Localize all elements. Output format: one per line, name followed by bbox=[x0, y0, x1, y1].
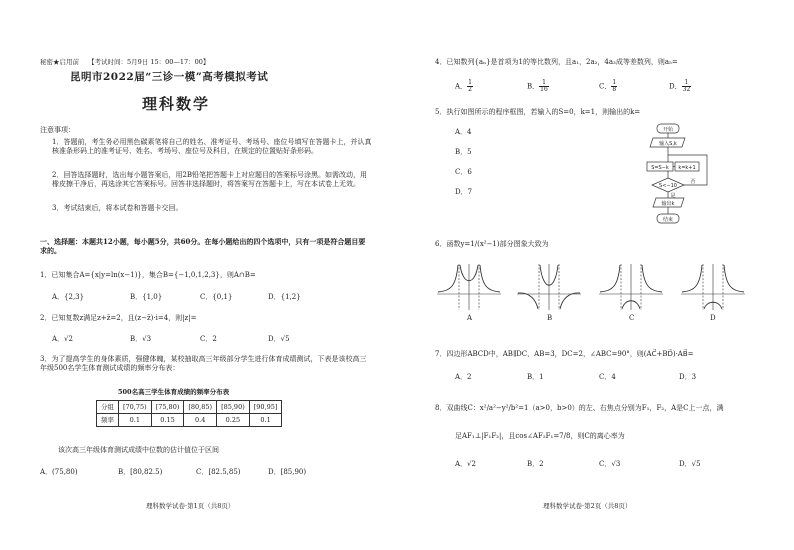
q1-option-c: C．{0,1} bbox=[200, 293, 233, 301]
table-cell: [80,85) bbox=[184, 401, 217, 414]
q3-option-d: D．[85,90) bbox=[268, 468, 307, 476]
table-cell: 分组 bbox=[97, 401, 119, 414]
q4-stem: 4．已知数列{aₙ}是首项为1的等比数列，且a₁，2a₂，4a₃成等差数列，则a₅= bbox=[435, 58, 678, 66]
table-row bbox=[97, 414, 282, 427]
flow-text: 开始 bbox=[662, 127, 674, 133]
flow-text: 结束 bbox=[662, 217, 674, 223]
flowchart bbox=[627, 122, 717, 232]
curve bbox=[642, 265, 662, 292]
q3-option-c: C．[82.5,85) bbox=[196, 468, 241, 476]
q8-option-a: A．√2 bbox=[455, 460, 476, 468]
q3-option-b: B．[80,82.5) bbox=[118, 468, 163, 476]
curve bbox=[560, 293, 580, 309]
graph-option-a bbox=[435, 262, 503, 312]
fraction-numerator: 1 bbox=[539, 80, 549, 87]
table-cell: 0.15 bbox=[151, 414, 184, 427]
fraction bbox=[611, 80, 617, 93]
q1-option-d: D．{1,2} bbox=[268, 293, 301, 301]
q4-option-b bbox=[527, 80, 549, 93]
q5-option-a: A．4 bbox=[455, 128, 472, 136]
q7-option-b: B．1 bbox=[527, 373, 544, 381]
fraction-denominator: 32 bbox=[682, 86, 691, 93]
q7-option-c: C．4 bbox=[599, 373, 616, 381]
q1-stem: 1．已知集合A={x|y=ln(x−1)}，集合B={−1,0,1,2,3}，则A∩B= bbox=[40, 271, 256, 279]
page-footer: 理科数学试卷·第1页（共8页） bbox=[146, 502, 235, 510]
q8-stem-line2: 足AF₁⊥|F₁F₂|，且cos∠AF₂F₁=7/8，则C的离心率为 bbox=[455, 432, 625, 440]
table-cell: 0.25 bbox=[217, 414, 250, 427]
notice-3: 3．考试结束后，将本试卷和答题卡交回。 bbox=[52, 204, 183, 212]
q6-label-c: C bbox=[629, 314, 635, 322]
q4-option-label: A． bbox=[455, 82, 468, 91]
table-cell: [85,90) bbox=[217, 401, 250, 414]
exam-page-2 bbox=[397, 0, 794, 550]
secret-label: 秘密★启用前 bbox=[40, 58, 79, 66]
q2-option-b: B．√3 bbox=[130, 335, 152, 343]
curve bbox=[438, 265, 458, 292]
q2-stem: 2．已知复数z满足z+z̄=2，且(z−z̄)·i=4，则|z|= bbox=[40, 314, 197, 322]
table-cell: 频率 bbox=[97, 414, 119, 427]
table-header-row bbox=[97, 401, 282, 414]
graph-option-d bbox=[679, 262, 747, 312]
page-footer: 理科数学试卷·第2页（共8页） bbox=[543, 502, 632, 510]
q5-option-d: D．7 bbox=[455, 188, 473, 196]
q4-option-label: B． bbox=[527, 82, 540, 91]
q8-option-b: B．2 bbox=[527, 460, 544, 468]
notice-1: 1．答题前，考生务必用黑色碳素笔将自己的姓名、准考证号、考场号、座位号填写在答题卡上，并认真核准条形码上的准考证号、姓名、考场号、座位号及科目，在规定的位置贴好条形码。 bbox=[52, 138, 372, 155]
fraction-numerator: 1 bbox=[682, 80, 692, 87]
table-cell: 0.1 bbox=[119, 414, 152, 427]
frequency-table bbox=[96, 400, 282, 427]
curve bbox=[480, 265, 500, 292]
table-cell: [75,80) bbox=[151, 401, 184, 414]
q3-tail: 该次高三年级体育测试成绩中位数的估计值位于区间 bbox=[58, 446, 219, 454]
graph-option-b bbox=[515, 262, 583, 312]
curve bbox=[724, 265, 744, 292]
fraction-numerator: 1 bbox=[468, 79, 472, 86]
fraction bbox=[682, 80, 692, 93]
q6-label-a: A bbox=[467, 314, 473, 322]
curve bbox=[518, 293, 538, 309]
q8-option-d: D．√5 bbox=[679, 460, 701, 468]
table-cell: 0.1 bbox=[249, 414, 282, 427]
q5-option-b: B．5 bbox=[455, 148, 472, 156]
curve bbox=[682, 265, 702, 292]
curve bbox=[600, 265, 620, 292]
q2-option-c: C．2 bbox=[200, 335, 217, 343]
q7-stem: 7．四边形ABCD中，AB∥DC，AB=3，DC=2，∠ABC=90°，则(AC⃗+BD⃗)·AB⃗= bbox=[435, 350, 694, 358]
q6-label-d: D bbox=[710, 314, 716, 322]
exam-time: 【考试时间：5月9日 15：00—17：00】 bbox=[88, 58, 210, 66]
fraction-denominator: 16 bbox=[540, 86, 548, 93]
q3-table-title: 500名高三学生体育成绩的频率分布表 bbox=[118, 388, 230, 396]
flow-text: 是 bbox=[670, 193, 676, 199]
q5-stem: 5．执行如图所示的程序框图，若输入的S=0，k=1，则输出的k= bbox=[435, 108, 641, 116]
q8-stem-line1: 8．双曲线C：x²/a²−y²/b²=1（a>0，b>0）的左、右焦点分别为F₁，F₂，A是C上一点，满 bbox=[435, 404, 724, 412]
q6-label-b: B bbox=[547, 314, 553, 322]
q2-option-a: A．√2 bbox=[52, 335, 73, 343]
fraction bbox=[539, 80, 549, 93]
q7-option-a: A．2 bbox=[455, 373, 472, 381]
q4-option-a bbox=[455, 80, 473, 93]
q5-option-c: C．6 bbox=[455, 168, 472, 176]
notice-heading: 注意事项： bbox=[40, 126, 75, 134]
fraction-denominator: 2 bbox=[468, 86, 472, 93]
fraction-denominator: 8 bbox=[612, 86, 617, 93]
flow-text: 输入S,k bbox=[659, 141, 677, 147]
notice-2: 2．回答选择题时，选出每小题答案后，用2B铅笔把答题卡上对应题目的答案标号涂黑。如需改动，用橡皮擦干净后，再选涂其它答案标号。回答非选择题时，将答案写在答题卡上，写在本试卷上无效。 bbox=[52, 171, 368, 188]
table-cell: [70,75) bbox=[119, 401, 152, 414]
q4-option-c bbox=[599, 80, 617, 93]
flow-text: S=S−k bbox=[651, 165, 669, 171]
flow-text: S<−10 bbox=[659, 183, 677, 189]
subject-title: 理科数学 bbox=[142, 95, 211, 113]
fraction-numerator: 1 bbox=[612, 79, 617, 86]
graph-option-c bbox=[597, 262, 665, 312]
q7-option-d: D．3 bbox=[679, 373, 697, 381]
q6-stem: 6．函数y=1/(x²−1)部分图象大致为 bbox=[435, 240, 549, 248]
table-cell: [90,95] bbox=[249, 401, 282, 414]
fraction bbox=[467, 80, 473, 93]
flow-text: k=k+1 bbox=[678, 165, 696, 171]
q4-option-label: D． bbox=[669, 82, 682, 91]
q8-option-c: C．√3 bbox=[599, 460, 621, 468]
q2-option-d: D．√5 bbox=[268, 335, 290, 343]
q3-option-a: A．(75,80) bbox=[40, 468, 78, 476]
q3-stem: 3．为了提高学生的身体素质，强健体魄，某校抽取高三年级部分学生进行体育成绩测试，下表是该校高三年级500名学生体育测试成绩的频率分布表： bbox=[40, 355, 367, 372]
flow-text: 否 bbox=[690, 179, 696, 185]
q1-option-b: B．{1,0} bbox=[130, 293, 163, 301]
table-cell: 0.4 bbox=[184, 414, 217, 427]
q4-option-d bbox=[669, 80, 691, 93]
exam-title: 昆明市2022届“三诊一模”高考模拟考试 bbox=[70, 71, 269, 83]
section-heading: 一、选择题：本题共12小题，每小题5分，共60分。在每小题给出的四个选项中，只有一项是符合题目要求的。 bbox=[40, 237, 366, 255]
q1-option-a: A．{2,3} bbox=[52, 293, 85, 301]
q4-option-label: C． bbox=[599, 82, 612, 91]
flow-text: 输出k bbox=[661, 201, 675, 207]
